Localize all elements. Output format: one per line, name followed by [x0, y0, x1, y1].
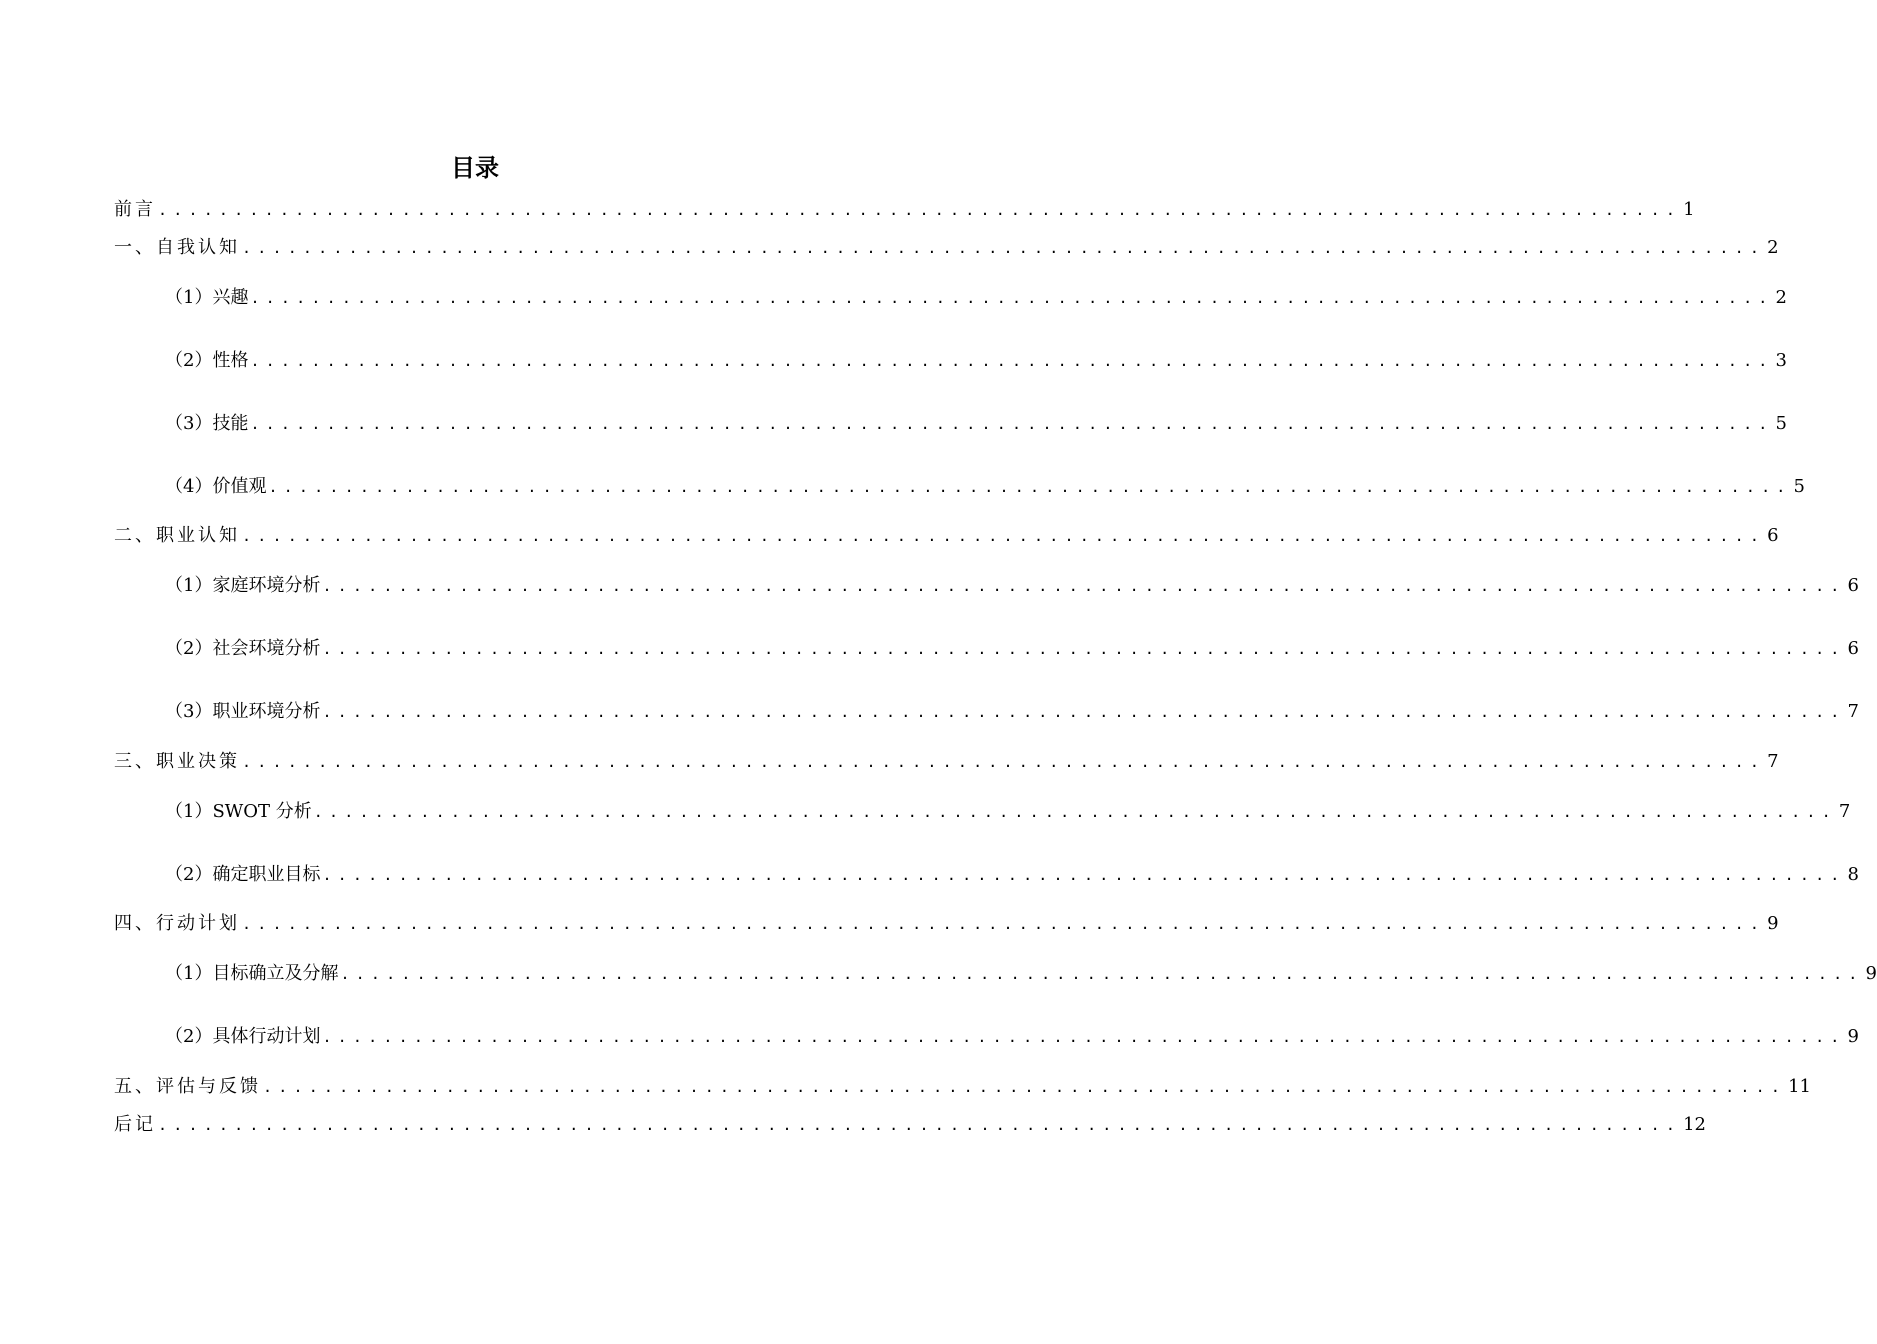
toc-leader: ....................................................................................................: [158, 1116, 1682, 1134]
toc-entry: [165, 1019, 1859, 1049]
toc-entry-page: 12: [1683, 1114, 1706, 1135]
toc-entry-page: 6: [1847, 638, 1859, 659]
toc-entry-page: 3: [1775, 350, 1787, 371]
toc-entry-label: （1）目标确立及分解: [165, 963, 339, 984]
toc-leader: ....................................................................................................: [242, 753, 1766, 771]
toc-entry-page: 11: [1788, 1076, 1811, 1097]
toc-entry-page: 2: [1775, 287, 1787, 308]
toc-entry-page: 9: [1847, 1026, 1859, 1047]
toc-entry: [165, 280, 1787, 310]
toc-entry: [165, 343, 1787, 373]
toc-leader: ....................................................................................................: [250, 415, 1774, 433]
toc-entry-label: （2）确定职业目标: [165, 864, 321, 885]
toc-leader: ....................................................................................................: [250, 352, 1774, 370]
toc-leader: ....................................................................................................: [322, 640, 1846, 658]
toc-leader: ....................................................................................................: [322, 866, 1846, 884]
toc-entry-page: 6: [1847, 575, 1859, 596]
toc-leader: ....................................................................................................: [263, 1078, 1787, 1096]
toc-leader: ....................................................................................................: [242, 239, 1766, 257]
toc-entry: [114, 744, 1779, 774]
toc-entry-page: 9: [1865, 963, 1877, 984]
toc-entry-page: 8: [1847, 864, 1859, 885]
toc-entry-label: （2）性格: [165, 350, 249, 371]
toc-entry-label: 四、行动计划: [114, 913, 240, 934]
toc-entry: [165, 406, 1787, 436]
toc-entry-page: 1: [1683, 199, 1695, 220]
toc-leader: ....................................................................................................: [340, 965, 1864, 983]
toc-entry-label: 三、职业决策: [114, 751, 240, 772]
toc-leader: ....................................................................................................: [322, 703, 1846, 721]
toc-leader: ....................................................................................................: [268, 478, 1792, 496]
toc-entry: [114, 1107, 1706, 1137]
toc-entry-label: （1）家庭环境分析: [165, 575, 321, 596]
toc-entry-label: （2）具体行动计划: [165, 1026, 321, 1047]
toc-entry: [114, 230, 1779, 260]
toc-entry: [165, 956, 1877, 986]
toc-entry-label: （1）兴趣: [165, 287, 249, 308]
toc-entry-label: 五、评估与反馈: [114, 1076, 261, 1097]
toc-leader: ....................................................................................................: [158, 201, 1682, 219]
toc-entry: [114, 906, 1779, 936]
toc-entry: [165, 631, 1859, 661]
toc-entry: [114, 1069, 1811, 1099]
toc-entry-label: （3）技能: [165, 413, 249, 434]
toc-entry: [165, 857, 1859, 887]
toc-entry: [165, 694, 1859, 724]
toc-entry-page: 6: [1767, 525, 1779, 546]
toc-entry-label: （2）社会环境分析: [165, 638, 321, 659]
toc-entry-label: 一、自我认知: [114, 237, 240, 258]
toc-entry-label: 后记: [114, 1114, 156, 1135]
toc-leader: ....................................................................................................: [322, 577, 1846, 595]
toc-entry: [114, 192, 1695, 222]
toc-leader: ....................................................................................................: [313, 803, 1837, 821]
toc-entry-label: （4）价值观: [165, 476, 267, 497]
toc-entry: [165, 794, 1851, 824]
toc-entry-page: 7: [1767, 751, 1779, 772]
toc-entry-label: 二、职业认知: [114, 525, 240, 546]
toc-entry: [165, 469, 1805, 499]
toc-entry-page: 7: [1847, 701, 1859, 722]
toc-leader: ....................................................................................................: [242, 915, 1766, 933]
toc-entry-page: 9: [1767, 913, 1779, 934]
toc-leader: ....................................................................................................: [250, 289, 1774, 307]
toc-entry-label: （1）SWOT 分析: [165, 801, 312, 822]
toc-entry-label: （3）职业环境分析: [165, 701, 321, 722]
toc-entry-page: 2: [1767, 237, 1779, 258]
toc-title: 目录: [451, 154, 499, 182]
toc-entry-page: 7: [1838, 801, 1851, 822]
toc-entry-page: 5: [1775, 413, 1787, 434]
toc-entry-page: 5: [1793, 476, 1805, 497]
toc-leader: ....................................................................................................: [242, 527, 1766, 545]
toc-entry: [114, 518, 1779, 548]
toc-entry-label: 前言: [114, 199, 156, 220]
toc-leader: ....................................................................................................: [322, 1028, 1846, 1046]
toc-entry: [165, 568, 1859, 598]
